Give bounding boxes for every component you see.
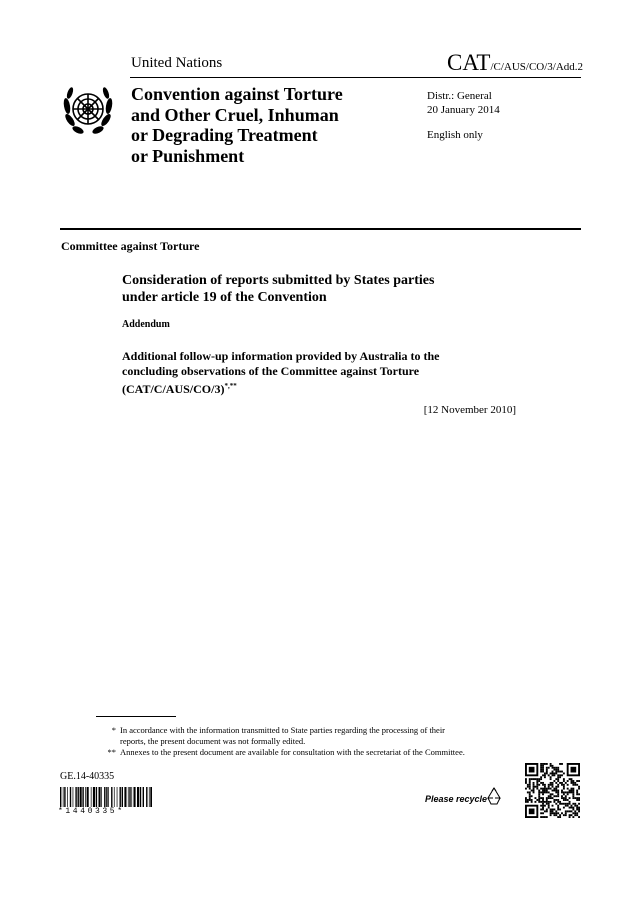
- recycle-label: Please recycle: [425, 794, 488, 804]
- followup-heading: [122, 349, 522, 397]
- report-date: [12 November 2010]: [423, 404, 516, 416]
- issue-date: 20 January 2014: [427, 104, 500, 116]
- heading-line: under article 19 of the Convention: [122, 290, 327, 305]
- footnote-line: reports, the present document was not formally edited.: [120, 736, 306, 746]
- organization-name: United Nations: [131, 55, 223, 71]
- qr-code-icon: [525, 763, 580, 818]
- recycle-icon: [484, 786, 504, 806]
- committee-name: Committee against Torture: [61, 239, 200, 253]
- language-note: English only: [427, 129, 483, 141]
- heading-line: concluding observations of the Committee against Torture: [122, 364, 420, 378]
- footnote-mark: **: [107, 747, 116, 757]
- footnote-line: Annexes to the present document are available for consultation with the secretariat of the Committee.: [120, 747, 465, 757]
- un-emblem-icon: [60, 82, 116, 138]
- heading-line: Consideration of reports submitted by States parties: [122, 273, 435, 288]
- footnote-rule: [96, 716, 176, 717]
- header-rule: [130, 77, 581, 78]
- footnote-mark: *: [111, 725, 116, 735]
- addendum-label: Addendum: [122, 319, 170, 330]
- barcode-icon: [60, 787, 152, 807]
- document-symbol-prefix: CAT: [447, 50, 491, 75]
- footnote: [111, 725, 550, 747]
- title-line: or Degrading Treatment: [131, 125, 318, 145]
- job-number: GE.14-40335: [60, 771, 115, 782]
- distribution-block: [427, 89, 577, 117]
- document-symbol: [447, 50, 583, 76]
- heading-line: (CAT/C/AUS/CO/3)*,**: [122, 382, 237, 396]
- consideration-heading: [122, 272, 502, 306]
- footnote: [107, 747, 550, 758]
- title-line: and Other Cruel, Inhuman: [131, 104, 339, 125]
- footnote-reference: *,**: [224, 382, 237, 390]
- document-symbol-suffix: /C/AUS/CO/3/Add.2: [490, 61, 584, 73]
- title-line: Convention against Torture: [131, 84, 343, 104]
- heading-line: Additional follow-up information provided by Australia to the: [122, 349, 440, 363]
- distribution-label: Distr.: General: [427, 90, 492, 102]
- barcode-number: *1440335*: [58, 807, 125, 816]
- title-line: or Punishment: [131, 145, 245, 166]
- header-divider: [60, 228, 581, 230]
- convention-title: [131, 84, 391, 166]
- footnote-line: In accordance with the information transmitted to State parties regarding the processing of their: [120, 725, 446, 735]
